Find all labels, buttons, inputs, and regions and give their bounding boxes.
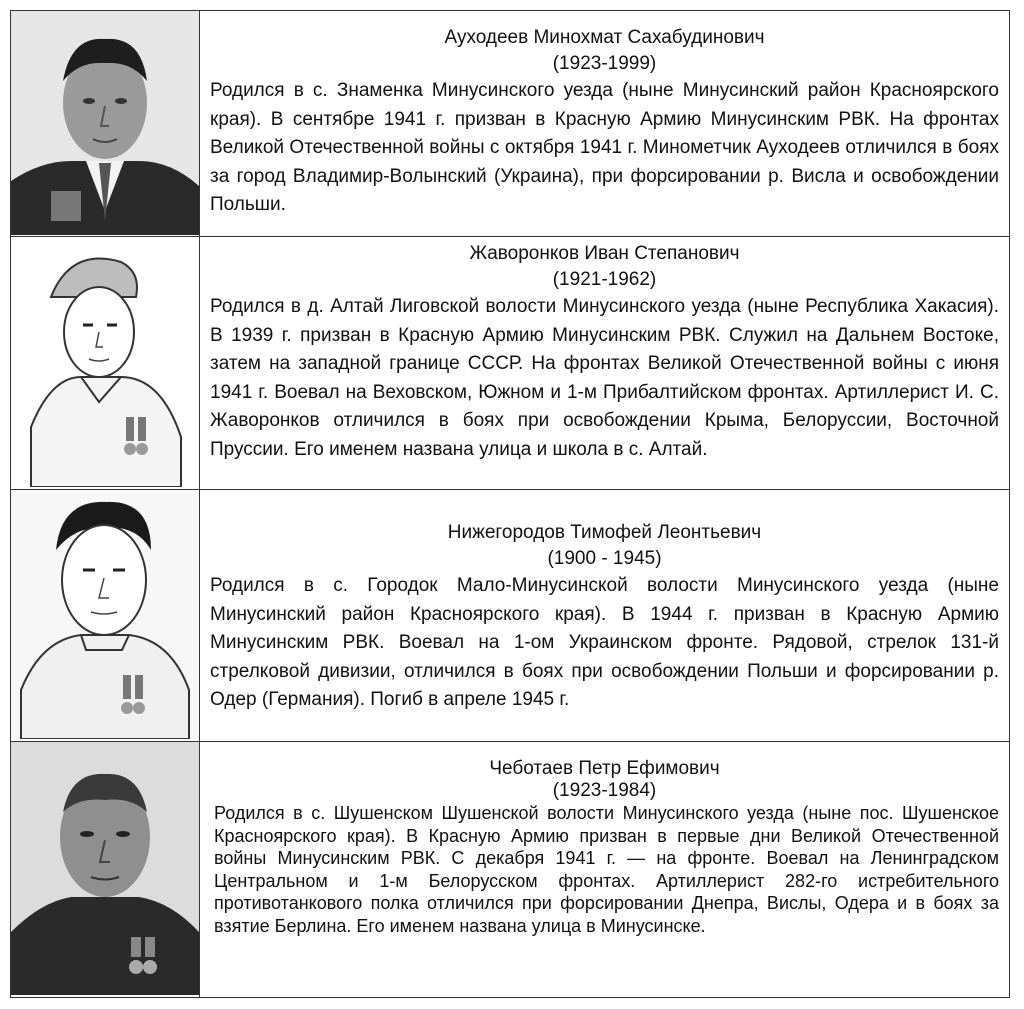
table-row [10, 10, 1010, 237]
portrait-photo [10, 742, 200, 997]
biography-cell [200, 237, 1010, 489]
person-biography: Родился в с. Городок Мало-Минусинской волости Минусинского уезда (ныне Минусинский район Красноярского края). В 1944 г. призван в Красную Армию Минусинским РВК. Воевал на 1-ом Украинском фронте. Рядовой, стрелок 131-й стрелковой дивизии, отличился в боях при освобождении Польши и форсировании р. Одер (Германия). Погиб в апреле 1945 г. [210, 575, 999, 710]
table-row [10, 237, 1010, 490]
person-name: Ауходеев Минохмат Сахабудинович [444, 27, 765, 48]
person-biography: Родился в с. Знаменка Минусинского уезда (ныне Минусинский район Красноярского края). В сентябре 1941 г. призван в Красную Армию Минусинским РВК. На фронтах Великой Отечественной войны с октября 1941 г. Минометчик Ауходеев отличился в боях за город Владимир-Волынский (Украина), при форсировании р. Висла и освобождении Польши. [210, 80, 999, 215]
biography-cell [200, 742, 1010, 997]
person-biography: Родился в д. Алтай Лиговской волости Минусинского уезда (ныне Республика Хакасия). В 1939 г. призван в Красную Армию Минусинским РВК. Служил на Дальнем Востоке, затем на западной границе СССР. На фронтах Великой Отечественной войны с июня 1941 г. Воевал на Веховском, Южном и 1-м Прибалтийском фронтах. Артиллерист И. С. Жаворонков отличился в боях при освобождении Крыма, Белоруссии, Восточной Пруссии. Его именем названа улица и школа в с. Алтай. [210, 296, 999, 460]
biography-cell [200, 490, 1010, 741]
person-name: Нижегородов Тимофей Леонтьевич [447, 522, 762, 543]
person-years: (1921-1962) [552, 269, 657, 290]
person-name: Жаворонков Иван Степанович [469, 243, 740, 264]
person-biography: Родился в с. Шушенском Шушенской волости Минусинского уезда (ныне пос. Шушенское Красноярского края). В Красную Армию призван в первые дни Великой Отечественной войны Минусинским РВК. С декабря 1941 г. — на фронте. Воевал на Ленинградском Центральном и 1-м Белорусском фронтах. Артиллерист 282-го истребительного противотанкового полка отличился при форсировании Днепра, Вислы, Одера и в боях за взятие Берлина. Его именем названа улица в Минусинске. [214, 803, 999, 936]
person-name: Чеботаев Петр Ефимович [489, 758, 720, 779]
person-years: (1900 - 1945) [547, 548, 662, 569]
portrait-photo [10, 11, 200, 236]
portrait-drawing [10, 237, 200, 489]
person-years: (1923-1999) [552, 53, 657, 74]
table-row [10, 490, 1010, 742]
person-years: (1923-1984) [552, 780, 657, 801]
veterans-table [10, 10, 1010, 998]
table-row [10, 742, 1010, 998]
biography-cell [200, 11, 1010, 236]
portrait-drawing [10, 490, 200, 741]
